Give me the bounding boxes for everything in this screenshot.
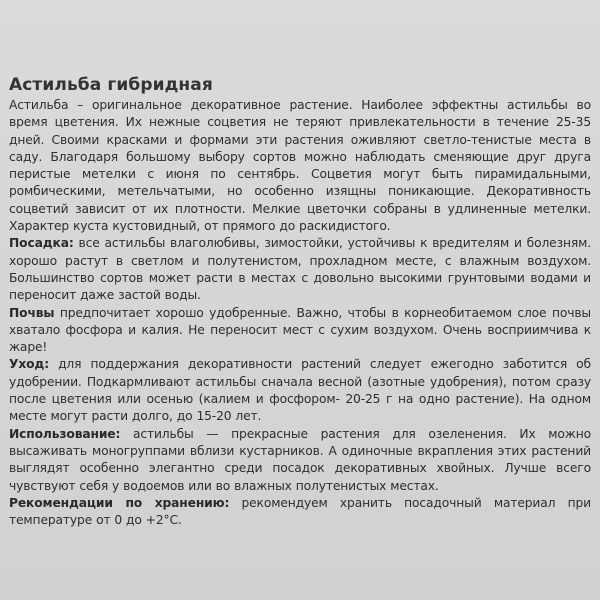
planting-label: Посадка:: [9, 236, 74, 251]
storage-label: Рекомендации по хранению:: [9, 495, 230, 510]
storage-paragraph: [9, 495, 591, 530]
care-label: Уход:: [9, 357, 49, 372]
soil-label: Почвы: [9, 305, 55, 320]
usage-text: астильбы — прекрасные растения для озеленения. Их можно высаживать моногруппами вблизи кустарников. А одиночные вкрапления этих растений выглядят особенно элегантно среди посадок декоративных хвойных. Лучше всего чувствуют себя у водоемов или во влажных полутенистых местах.: [9, 426, 591, 493]
product-title: Астильба гибридная: [9, 75, 213, 95]
description-paragraph: Астильба – оригинальное декоративное растение. Наиболее эффектны астильбы во время цветения. Их нежные соцветия не теряют привлекательности в течение 25-35 дней. Своими красками и формами эти растения оживляют светло-тенистые места в саду. Благодаря большому выбору сортов можно наблюдать сменяющие друг друга перистые метелки с июня по сентябрь. Соцветия могут быть пирамидальными, ромбическими, метельчатыми, но особенно изящны поникающие. Декоративность соцветий зависит от их плотности. Мелкие цветочки собраны в удлиненные метелки. Характер куста кустовидный, от прямого до раскидистого.: [9, 98, 591, 234]
usage-paragraph: [9, 426, 591, 495]
planting-text: все астильбы влаголюбивы, зимостойки, устойчивы к вредителям и болезням. хорошо растут в светлом и полутенистом, прохладном месте, с влажным воздухом. Большинство сортов может расти в местах с довольно высокими грунтовыми водами и переносит даже застой воды.: [9, 236, 591, 303]
storage-text: рекомендуем хранить посадочный материал при температуре от 0 до +2°С.: [9, 495, 591, 528]
care-text: для поддержания декоративности растений следует ежегодно заботится об удобрении. Подкармливают астильбы сначала весной (азотные удобрения), потом сразу после цветения или осенью (калием и фосфором- 20-25 г на одно растение). На одном месте могут расти долго, до 15-20 лет.: [9, 357, 591, 424]
care-paragraph: [9, 356, 591, 425]
planting-paragraph: [9, 235, 591, 304]
label-content: [9, 74, 591, 529]
soil-text: предпочитает хорошо удобренные. Важно, чтобы в корнеобитаемом слое почвы хватало фосфора и калия. Не переносит мест с сухим воздухом. Очень восприимчива к жаре!: [9, 305, 591, 355]
usage-label: Использование:: [9, 426, 121, 441]
soil-paragraph: [9, 305, 591, 357]
